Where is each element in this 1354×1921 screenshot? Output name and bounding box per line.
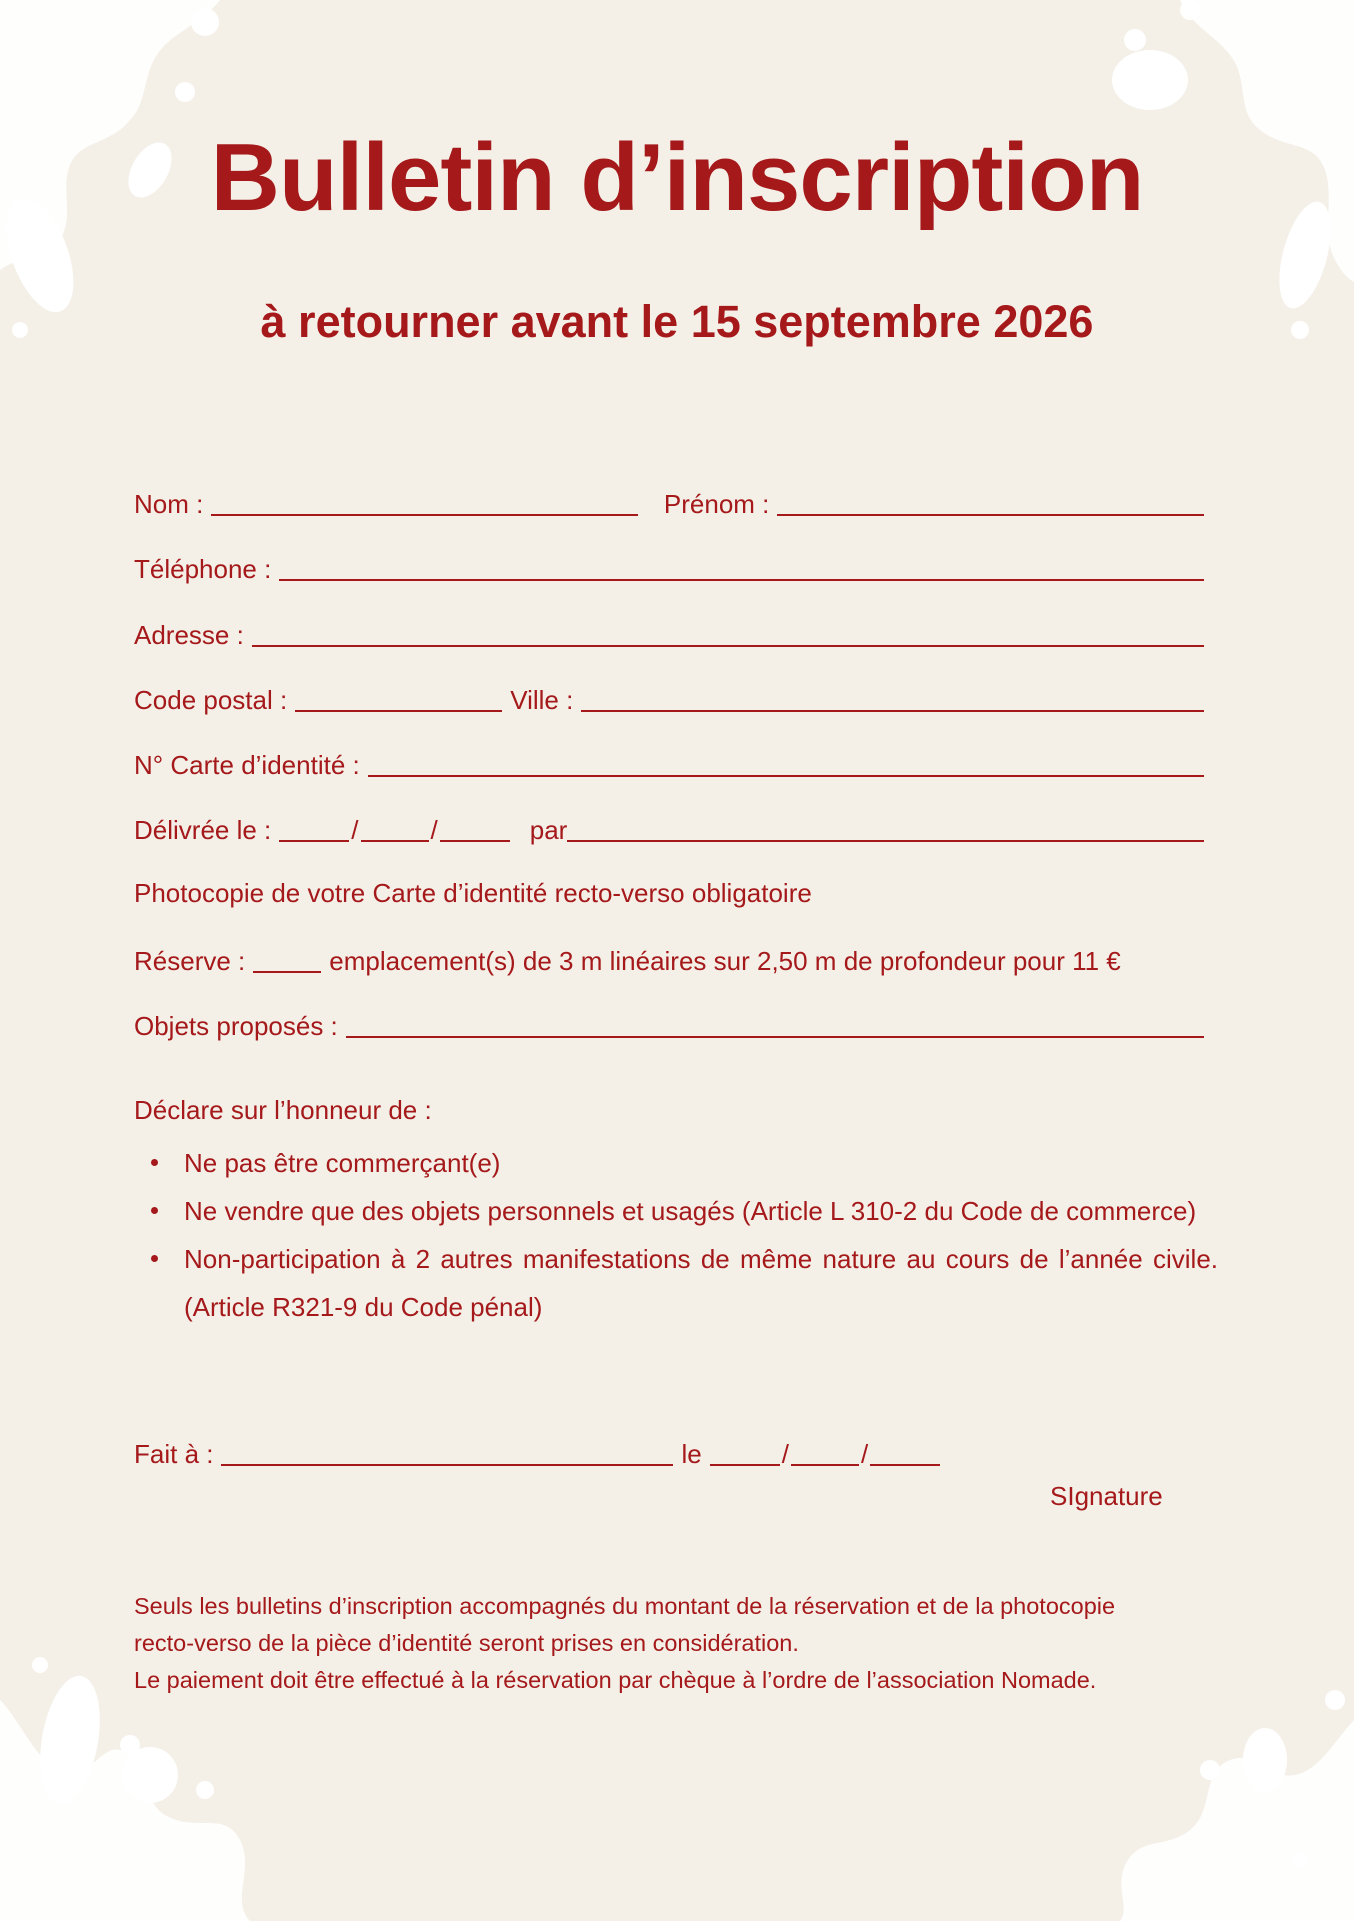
objects-row — [134, 1002, 1204, 1042]
adresse-field[interactable] — [252, 621, 1204, 647]
signature-label[interactable]: SIgnature — [1050, 1481, 1163, 1511]
date-separator: / — [430, 815, 438, 845]
page-title: Bulletin d’inscription — [210, 124, 1144, 231]
deadline-subtitle: à retourner avant le 15 septembre 2026 — [260, 296, 1094, 347]
telephone-label: Téléphone : — [134, 554, 272, 584]
footer-line: recto-verso de la pièce d’identité seront prises en considération. — [134, 1630, 799, 1656]
declaration-item-text: Ne vendre que des objets personnels et usagés (Article L 310-2 du Code de commerce) — [184, 1196, 1197, 1226]
declaration-heading: Déclare sur l’honneur de : — [134, 1095, 432, 1125]
footer-notes — [134, 1588, 1234, 1699]
carte-identite-field[interactable] — [368, 751, 1204, 777]
telephone-row — [134, 545, 1204, 585]
date-separator: / — [781, 1439, 789, 1469]
fait-place-field[interactable] — [221, 1440, 673, 1466]
par-field[interactable] — [567, 816, 1204, 842]
fait-day-field[interactable] — [710, 1440, 780, 1466]
ville-field[interactable] — [581, 686, 1204, 712]
prenom-field[interactable] — [777, 490, 1204, 516]
fait-label: Fait à : — [134, 1439, 214, 1469]
code-postal-field[interactable] — [295, 686, 502, 712]
code-postal-label: Code postal : — [134, 685, 288, 715]
postal-city-row — [134, 676, 1204, 716]
declaration-item-text: Non-participation à 2 autres manifestations de même nature au cours de l’année civile. (Article R321-9 du Code pénal) — [184, 1244, 1218, 1322]
bullet-icon — [151, 1255, 158, 1262]
list-item — [134, 1139, 1218, 1187]
declaration-item-text: Ne pas être commerçant(e) — [184, 1148, 501, 1178]
nom-label: Nom : — [134, 489, 204, 519]
name-row — [134, 480, 1204, 520]
bullet-icon — [151, 1207, 158, 1214]
adresse-label: Adresse : — [134, 620, 244, 650]
list-item — [134, 1187, 1218, 1235]
par-label: par — [529, 815, 568, 845]
fait-month-field[interactable] — [791, 1440, 859, 1466]
date-separator: / — [351, 815, 359, 845]
adresse-row — [134, 611, 1204, 651]
footer-line: Seuls les bulletins d’inscription accompagnés du montant de la réservation et de la photocopie — [134, 1593, 1116, 1619]
delivree-year-field[interactable] — [440, 816, 510, 842]
reserve-row — [134, 937, 1204, 977]
delivree-label: Délivrée le : — [134, 815, 272, 845]
footer-line: Le paiement doit être effectué à la réservation par chèque à l’ordre de l’association Nomade. — [134, 1667, 1097, 1693]
reserve-quantity-field[interactable] — [253, 947, 321, 973]
telephone-field[interactable] — [279, 555, 1204, 581]
photocopy-note: Photocopie de votre Carte d’identité recto-verso obligatoire — [134, 878, 812, 908]
list-item — [134, 1235, 1218, 1331]
nom-field[interactable] — [211, 490, 638, 516]
delivree-month-field[interactable] — [361, 816, 429, 842]
date-separator: / — [860, 1439, 869, 1469]
signoff-row — [134, 1430, 964, 1470]
declaration-list — [134, 1139, 1218, 1331]
prenom-label: Prénom : — [663, 489, 770, 519]
reserve-description: emplacement(s) de 3 m linéaires sur 2,50 m de profondeur pour 11 € — [329, 946, 1121, 976]
bullet-icon — [151, 1159, 158, 1166]
issued-row — [134, 806, 1204, 846]
reserve-label: Réserve : — [134, 946, 246, 976]
objets-label: Objets proposés : — [134, 1011, 338, 1041]
le-label: le — [681, 1439, 702, 1469]
id-card-row — [134, 741, 1204, 781]
carte-identite-label: N° Carte d’identité : — [134, 750, 360, 780]
objets-field[interactable] — [346, 1012, 1204, 1038]
delivree-day-field[interactable] — [279, 816, 349, 842]
fait-year-field[interactable] — [870, 1440, 940, 1466]
ville-label: Ville : — [510, 685, 574, 715]
